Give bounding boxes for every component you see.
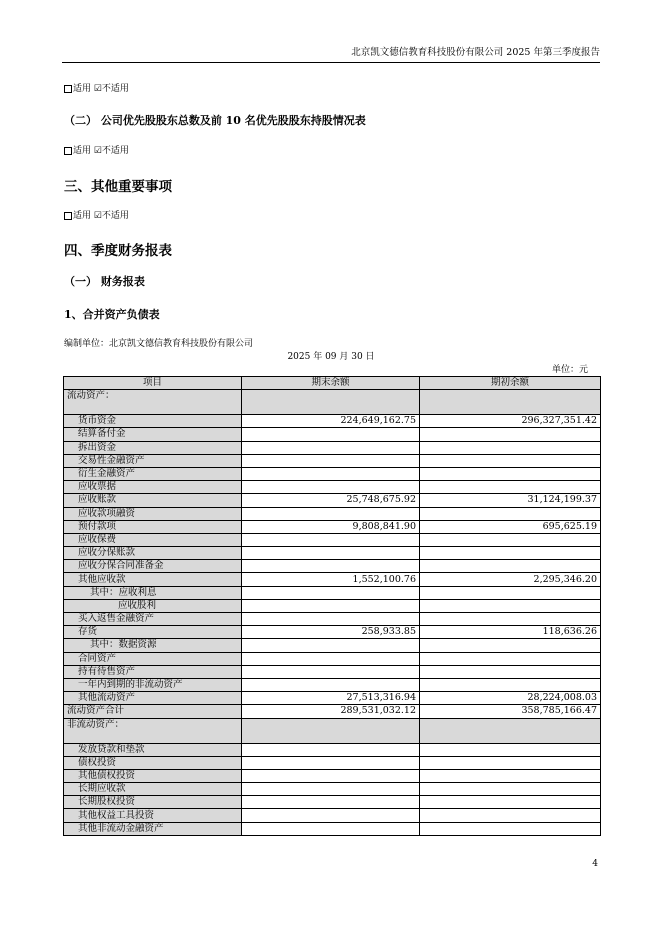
row-start-balance: 118,636.26 bbox=[420, 626, 601, 639]
column-header-item: 项目 bbox=[64, 377, 242, 390]
row-end-balance bbox=[242, 809, 420, 822]
row-end-balance: 9,808,841.90 bbox=[242, 520, 420, 533]
row-end-balance bbox=[242, 822, 420, 835]
row-item-label: 应收股利 bbox=[64, 599, 242, 612]
table-row bbox=[64, 756, 601, 769]
table-row bbox=[64, 599, 601, 612]
row-item-label: 应收票据 bbox=[64, 481, 242, 494]
preferred-shareholders-heading: （二） 公司优先股股东总数及前 10 名优先股股东持股情况表 bbox=[64, 114, 366, 127]
row-item-label: 长期应收款 bbox=[64, 783, 242, 796]
row-start-balance bbox=[420, 560, 601, 573]
unchecked-box-icon bbox=[64, 85, 72, 93]
table-row bbox=[64, 547, 601, 560]
table-header-row bbox=[64, 377, 601, 390]
table-row bbox=[64, 441, 601, 454]
table-row bbox=[64, 718, 601, 743]
page-header bbox=[62, 44, 600, 63]
row-end-balance bbox=[242, 481, 420, 494]
row-item-label: 流动资产： bbox=[64, 390, 242, 415]
row-start-balance bbox=[420, 586, 601, 599]
table-row bbox=[64, 626, 601, 639]
table-row bbox=[64, 573, 601, 586]
row-start-balance bbox=[420, 428, 601, 441]
row-item-label: 债权投资 bbox=[64, 756, 242, 769]
row-item-label: 一年内到期的非流动资产 bbox=[64, 678, 242, 691]
row-end-balance: 25,748,675.92 bbox=[242, 494, 420, 507]
applicability-note-1: 适用 ☑不适用 bbox=[64, 81, 129, 94]
row-end-balance bbox=[242, 454, 420, 467]
row-start-balance bbox=[420, 665, 601, 678]
row-item-label: 其他债权投资 bbox=[64, 769, 242, 782]
row-end-balance bbox=[242, 560, 420, 573]
table-row bbox=[64, 560, 601, 573]
row-end-balance bbox=[242, 783, 420, 796]
row-end-balance bbox=[242, 390, 420, 415]
row-end-balance bbox=[242, 652, 420, 665]
row-start-balance bbox=[420, 613, 601, 626]
row-start-balance bbox=[420, 743, 601, 756]
table-row bbox=[64, 678, 601, 691]
row-end-balance bbox=[242, 547, 420, 560]
table-row bbox=[64, 822, 601, 835]
table-row bbox=[64, 533, 601, 546]
row-item-label: 其他非流动金融资产 bbox=[64, 822, 242, 835]
row-item-label: 买入返售金融资产 bbox=[64, 613, 242, 626]
table-row bbox=[64, 743, 601, 756]
table-row bbox=[64, 613, 601, 626]
row-start-balance bbox=[420, 547, 601, 560]
row-end-balance bbox=[242, 586, 420, 599]
row-item-label: 货币资金 bbox=[64, 415, 242, 428]
table-row bbox=[64, 454, 601, 467]
row-end-balance: 224,649,162.75 bbox=[242, 415, 420, 428]
row-item-label: 其中：数据资源 bbox=[64, 639, 242, 652]
row-end-balance bbox=[242, 769, 420, 782]
applicability-note-3: 适用 ☑不适用 bbox=[64, 208, 129, 221]
page-number: 4 bbox=[592, 859, 598, 869]
row-end-balance bbox=[242, 639, 420, 652]
row-start-balance bbox=[420, 481, 601, 494]
row-start-balance: 695,625.19 bbox=[420, 520, 601, 533]
row-end-balance bbox=[242, 599, 420, 612]
row-start-balance bbox=[420, 718, 601, 743]
row-item-label: 合同资产 bbox=[64, 652, 242, 665]
row-item-label: 交易性金融资产 bbox=[64, 454, 242, 467]
row-end-balance bbox=[242, 507, 420, 520]
table-row bbox=[64, 652, 601, 665]
table-row bbox=[64, 390, 601, 415]
row-item-label: 长期股权投资 bbox=[64, 796, 242, 809]
other-matters-heading: 三、其他重要事项 bbox=[64, 179, 172, 195]
row-item-label: 发放贷款和垫款 bbox=[64, 743, 242, 756]
row-item-label: 非流动资产： bbox=[64, 718, 242, 743]
row-item-label: 其他权益工具投资 bbox=[64, 809, 242, 822]
quarterly-statements-heading: 四、季度财务报表 bbox=[64, 243, 172, 259]
row-start-balance: 28,224,008.03 bbox=[420, 692, 601, 705]
table-row bbox=[64, 783, 601, 796]
table-row bbox=[64, 705, 601, 718]
column-header-end-balance: 期末余额 bbox=[242, 377, 420, 390]
row-item-label: 其他应收款 bbox=[64, 573, 242, 586]
column-header-start-balance: 期初余额 bbox=[420, 377, 601, 390]
row-item-label: 拆出资金 bbox=[64, 441, 242, 454]
table-row bbox=[64, 494, 601, 507]
row-start-balance bbox=[420, 390, 601, 415]
row-start-balance bbox=[420, 441, 601, 454]
row-start-balance bbox=[420, 639, 601, 652]
row-start-balance bbox=[420, 533, 601, 546]
row-end-balance bbox=[242, 665, 420, 678]
table-row bbox=[64, 769, 601, 782]
row-end-balance bbox=[242, 467, 420, 480]
row-end-balance bbox=[242, 718, 420, 743]
table-row bbox=[64, 467, 601, 480]
row-start-balance bbox=[420, 507, 601, 520]
row-end-balance bbox=[242, 428, 420, 441]
row-item-label: 应收账款 bbox=[64, 494, 242, 507]
table-row bbox=[64, 507, 601, 520]
balance-sheet-table bbox=[63, 376, 601, 836]
table-row bbox=[64, 481, 601, 494]
row-start-balance bbox=[420, 769, 601, 782]
row-start-balance: 2,295,346.20 bbox=[420, 573, 601, 586]
row-start-balance: 296,327,351.42 bbox=[420, 415, 601, 428]
financial-statements-heading: （一） 财务报表 bbox=[64, 275, 145, 288]
table-row bbox=[64, 586, 601, 599]
row-item-label: 应收分保账款 bbox=[64, 547, 242, 560]
row-start-balance bbox=[420, 652, 601, 665]
row-start-balance bbox=[420, 809, 601, 822]
row-end-balance: 1,552,100.76 bbox=[242, 573, 420, 586]
unchecked-box-icon bbox=[64, 212, 72, 220]
row-start-balance bbox=[420, 599, 601, 612]
row-end-balance: 258,933.85 bbox=[242, 626, 420, 639]
row-item-label: 其中：应收利息 bbox=[64, 586, 242, 599]
row-start-balance: 358,785,166.47 bbox=[420, 705, 601, 718]
row-end-balance: 289,531,032.12 bbox=[242, 705, 420, 718]
row-end-balance bbox=[242, 743, 420, 756]
row-item-label: 应收款项融资 bbox=[64, 507, 242, 520]
currency-unit: 单位：元 bbox=[551, 365, 588, 375]
row-item-label: 预付款项 bbox=[64, 520, 242, 533]
preparer-company: 编制单位：北京凯文德信教育科技股份有限公司 bbox=[64, 339, 254, 349]
table-row bbox=[64, 428, 601, 441]
unchecked-box-icon bbox=[64, 147, 72, 155]
row-end-balance: 27,513,316.94 bbox=[242, 692, 420, 705]
row-item-label: 持有待售资产 bbox=[64, 665, 242, 678]
report-title: 北京凯文德信教育科技股份有限公司 2025 年第三季度报告 bbox=[351, 47, 600, 58]
table-row bbox=[64, 665, 601, 678]
row-item-label: 存货 bbox=[64, 626, 242, 639]
applicability-note-2: 适用 ☑不适用 bbox=[64, 143, 129, 156]
row-start-balance bbox=[420, 822, 601, 835]
table-row bbox=[64, 639, 601, 652]
row-item-label: 应收保费 bbox=[64, 533, 242, 546]
row-item-label: 衍生金融资产 bbox=[64, 467, 242, 480]
row-start-balance: 31,124,199.37 bbox=[420, 494, 601, 507]
row-start-balance bbox=[420, 454, 601, 467]
row-start-balance bbox=[420, 783, 601, 796]
row-end-balance bbox=[242, 533, 420, 546]
row-start-balance bbox=[420, 756, 601, 769]
row-item-label: 应收分保合同准备金 bbox=[64, 560, 242, 573]
row-start-balance bbox=[420, 678, 601, 691]
balance-sheet-heading: 1、合并资产负债表 bbox=[64, 308, 160, 321]
row-end-balance bbox=[242, 756, 420, 769]
row-end-balance bbox=[242, 613, 420, 626]
row-item-label: 其他流动资产 bbox=[64, 692, 242, 705]
row-start-balance bbox=[420, 467, 601, 480]
table-row bbox=[64, 796, 601, 809]
row-start-balance bbox=[420, 796, 601, 809]
row-item-label: 流动资产合计 bbox=[64, 705, 242, 718]
statement-date: 2025 年 09 月 30 日 bbox=[287, 352, 375, 362]
table-row bbox=[64, 809, 601, 822]
row-end-balance bbox=[242, 441, 420, 454]
table-row bbox=[64, 415, 601, 428]
row-end-balance bbox=[242, 678, 420, 691]
table-row bbox=[64, 520, 601, 533]
row-item-label: 结算备付金 bbox=[64, 428, 242, 441]
table-row bbox=[64, 692, 601, 705]
row-end-balance bbox=[242, 796, 420, 809]
